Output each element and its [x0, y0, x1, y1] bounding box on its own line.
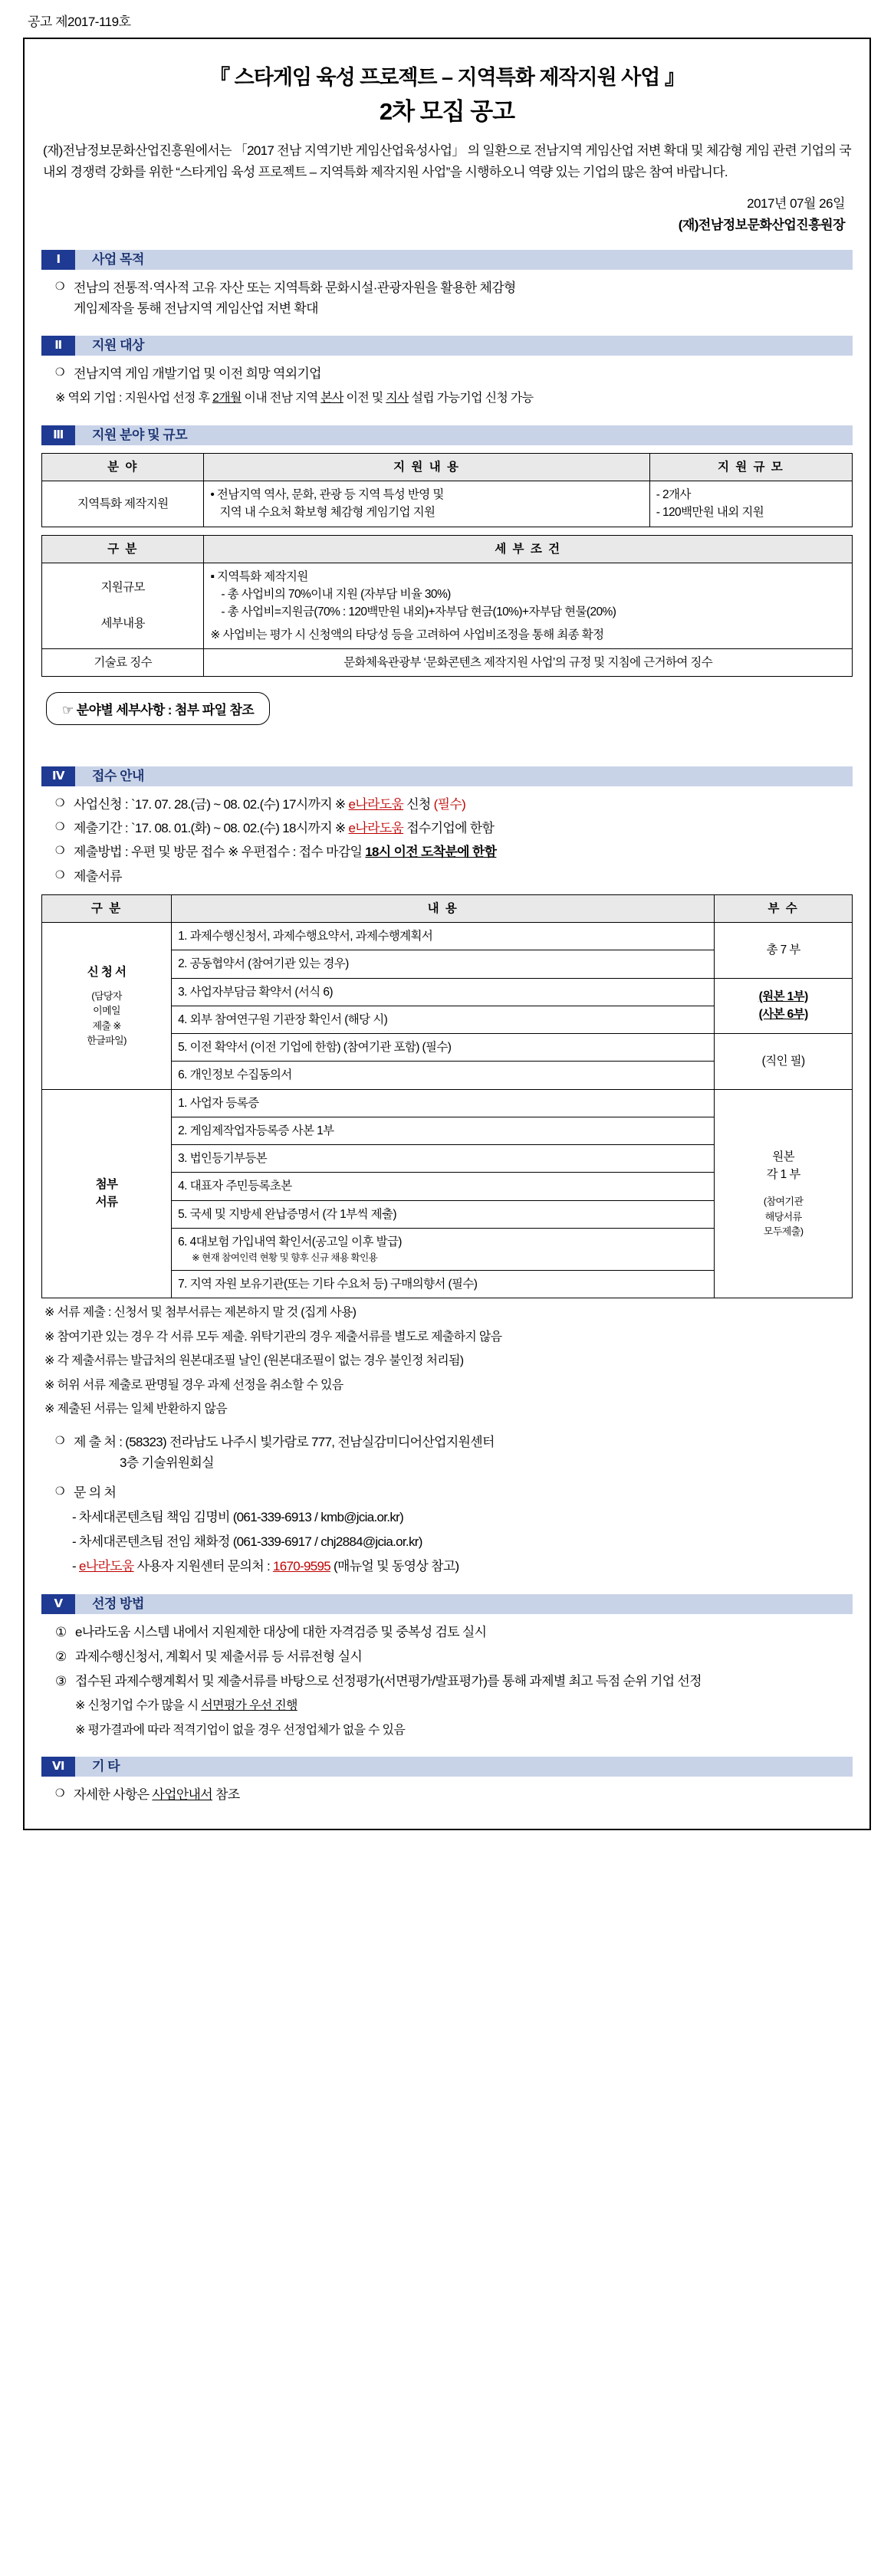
table-header-row [42, 535, 853, 563]
scale-line-2: - 120백만원 내외 지원 [656, 506, 764, 520]
selection-item-2 [55, 1646, 853, 1667]
section-title: 선정 방법 [75, 1594, 853, 1614]
attachment-docs-label [42, 1089, 172, 1298]
section-header-target [41, 336, 853, 356]
item-text: 과제수행신청서, 계획서 및 제출서류 등 서류전형 실시 [75, 1649, 363, 1664]
doc-no: 3. [178, 985, 187, 999]
content-value [204, 481, 649, 527]
doc-row-3 [172, 978, 715, 1006]
note-underline: 서면평가 우선 진행 [201, 1699, 297, 1713]
section-number: Ⅱ [41, 336, 75, 356]
section-header-application [41, 766, 853, 786]
content-line-2: 지역 내 수요처 확보형 체감형 게임기업 지원 [219, 506, 435, 520]
condition-line-3: - 총 사업비=지원금(70% : 120백만원 내외)+자부담 현금(10%)+자부담 현물(20%) [221, 605, 616, 619]
label-sub-2: 이메일 [93, 1005, 120, 1017]
doc-no: 5. [178, 1207, 187, 1221]
section-header-etc [41, 1757, 853, 1777]
table-row [42, 563, 853, 648]
announcement-body [23, 38, 871, 1830]
target-item: ❍ 전남지역 게임 개발기업 및 이전 희망 역외기업 [55, 363, 853, 384]
application-docs-label [42, 923, 172, 1090]
contact-prefix: - [72, 1558, 79, 1573]
condition-line-1: ▪ 지역특화 제작지원 [210, 569, 308, 583]
doc-no: 5. [178, 1041, 187, 1054]
doc-note-1: ※ 서류 제출 : 신청서 및 첨부서류는 제본하지 말 것 (집게 사용) [44, 1306, 357, 1319]
conditions-value: 문화체육관광부 ‘문화콘텐츠 제작지원 사업’의 규정 및 지침에 근거하여 징수 [204, 648, 853, 676]
doc-note-5: ※ 제출된 서류는 일체 반환하지 않음 [44, 1403, 228, 1416]
doc-no: 1. [178, 1096, 187, 1110]
label-main: 신 청 서 [87, 965, 127, 979]
doc-text: 게임제작업자등록증 사본 1부 [189, 1124, 334, 1137]
selection-note-2: ※ 평가결과에 따라 적격기업이 없을 경우 선정업체가 없을 수 있음 [75, 1723, 406, 1737]
doc-text: 대표자 주민등록초본 [189, 1180, 292, 1193]
section-title: 접수 안내 [75, 766, 853, 786]
application-item-period [55, 818, 853, 838]
contact-line-1: - 차세대콘텐츠팀 책임 김명비 (061-339-6913 / kmb@jcia.or.kr) [72, 1509, 404, 1524]
conditions-value [204, 563, 853, 648]
section-number: Ⅴ [41, 1594, 75, 1614]
attach-copies [715, 1089, 853, 1298]
application-item-apply [55, 794, 853, 815]
apply-required: (필수) [433, 797, 466, 812]
section-number: Ⅰ [41, 250, 75, 270]
section-header-scope [41, 425, 853, 445]
attach-row-5 [172, 1200, 715, 1228]
doc-text: 국세 및 지방세 완납증명서 (각 1부씩 제출) [189, 1207, 396, 1221]
section-title: 지원 대상 [75, 336, 853, 356]
doc-text: 사업자부담금 확약서 (서식 6) [189, 985, 333, 999]
division-value: 기술료 징수 [42, 648, 204, 676]
copies-originals [715, 978, 853, 1034]
doc-text: 법인등기부등본 [189, 1152, 268, 1165]
purpose-item [55, 277, 853, 319]
etc-item [55, 1784, 853, 1805]
doc-text: 과제수행신청서, 과제수행요약서, 과제수행계획서 [189, 930, 433, 943]
doc-text: 사업자 등록증 [189, 1096, 259, 1110]
note-prefix: ※ 신청기업 수가 많을 시 [75, 1699, 202, 1713]
condition-line-4: ※ 사업비는 평가 시 신청액의 타당성 등을 고려하여 사업비조정을 통해 최종 확정 [210, 628, 604, 642]
item-marker: ② [55, 1649, 67, 1664]
col-division: 구 분 [42, 535, 204, 563]
col-content: 지 원 내 용 [204, 453, 649, 481]
doc-note-4: ※ 허위 서류 제출로 판명될 경우 과제 선정을 취소할 수 있음 [44, 1378, 343, 1392]
selection-note-1 [75, 1696, 853, 1716]
division-line-2: 세부내용 [100, 616, 145, 630]
method-text-pre: 제출방법 : 우편 및 방문 접수 ※ 우편접수 : 접수 마감일 [74, 845, 366, 860]
table-row [42, 923, 853, 950]
enara-link[interactable]: e나라도움 [348, 821, 404, 836]
attach-row-7 [172, 1270, 715, 1298]
content-line-1: • 전남지역 역사, 문화, 관광 등 지역 특성 반영 및 [210, 488, 444, 501]
etc-post: 참조 [212, 1787, 240, 1803]
etc-list [41, 1784, 853, 1805]
doc-text: 지역 자원 보유기관(또는 기타 수요처 등) 구매의향서 (필수) [189, 1277, 478, 1291]
attach-row-6 [172, 1228, 715, 1270]
item-marker: ① [55, 1624, 67, 1639]
apply-text-mid: 신청 [403, 797, 434, 812]
table-row [42, 1089, 853, 1117]
division-value [42, 563, 204, 648]
selection-item-1 [55, 1622, 853, 1642]
contact-line-enara [72, 1556, 853, 1577]
doc-row-6 [172, 1062, 715, 1089]
contact-line-2: - 차세대콘텐츠팀 전임 채화정 (061-339-6917 / chj2884@jcia.or.kr) [72, 1534, 422, 1549]
target-note: ※ 역외 기업 : 지원사업 선정 후 2개월 이내 전남 지역 본사 이전 및 지사 설립 가능기업 신청 가능 [55, 392, 534, 405]
division-line-1: 지원규모 [100, 581, 145, 595]
attach-row-3 [172, 1145, 715, 1173]
attach-row-1 [172, 1089, 715, 1117]
application-item-method [55, 842, 853, 862]
doc-row-4 [172, 1006, 715, 1033]
col-copies: 부 수 [715, 894, 853, 922]
doc-no: 4. [178, 1012, 187, 1026]
copies-line-2: 각 1 부 [766, 1168, 800, 1181]
doc-row-2 [172, 950, 715, 978]
issue-date: 2017년 07월 26일 [747, 196, 845, 212]
section-header-selection [41, 1594, 853, 1614]
purpose-item-line2: 게임제작을 통해 전남지역 게임산업 저변 확대 [74, 300, 318, 316]
application-list [41, 794, 853, 887]
doc-no: 2. [178, 1124, 187, 1137]
support-detail-table [41, 535, 853, 678]
scale-value [649, 481, 852, 527]
doc-subnote: ※ 현재 참여인력 현황 및 향후 신규 채용 확인용 [192, 1252, 378, 1263]
col-division: 구 분 [42, 894, 172, 922]
contact-mid: 사용자 지원센터 문의처 : [133, 1558, 273, 1573]
col-scale: 지 원 규 모 [649, 453, 852, 481]
copies-seal: (직인 필) [715, 1034, 853, 1090]
doc-text: 개인정보 수집동의서 [189, 1068, 292, 1082]
item-text: e나라도움 시스템 내에서 지원제한 대상에 대한 자격검증 및 중복성 검토 실시 [75, 1624, 487, 1639]
target-note-underline-1: 2개월 [212, 392, 242, 405]
application-item-documents: ❍ 제출서류 [55, 866, 853, 887]
field-value: 지역특화 제작지원 [42, 481, 204, 527]
document-number: 공고 제2017-119호 [28, 15, 131, 29]
support-scope-table [41, 453, 853, 527]
section-title: 지원 분야 및 규모 [75, 425, 853, 445]
purpose-list [41, 277, 853, 319]
document-notes [41, 1303, 853, 1419]
copies-line-5: 모두제출) [763, 1226, 804, 1238]
selection-item-3 [55, 1671, 853, 1692]
enara-link[interactable]: e나라도움 [78, 1558, 134, 1573]
documents-table [41, 894, 853, 1298]
submit-place-line-1: 제 출 처 : (58323) 전라남도 나주시 빛가람로 777, 전남실감미디어산업지원센터 [74, 1434, 495, 1449]
doc-row-1 [172, 923, 715, 950]
contact-post: (매뉴얼 및 동영상 참고) [330, 1558, 459, 1573]
section-header-purpose [41, 250, 853, 270]
col-field: 분 야 [42, 453, 204, 481]
item-text: 접수된 과제수행계획서 및 제출서류를 바탕으로 선정평가(서면평가/발표평가)를 통해 과제별 최고 득점 순위 기업 선정 [75, 1674, 702, 1689]
col-conditions: 세 부 조 건 [204, 535, 853, 563]
period-text-pre: 제출기간 : `17. 08. 01.(화) ~ 08. 02.(수) 18시까지 ※ [74, 821, 349, 836]
doc-note-2: ※ 참여기관 있는 경우 각 서류 모두 제출. 위탁기관의 경우 제출서류를 별도로 제출하지 않음 [44, 1330, 502, 1344]
attachment-note: ☞ 분야별 세부사항 : 첨부 파일 참조 [46, 692, 270, 725]
copies-total: 총 7 부 [715, 923, 853, 979]
doc-no: 2. [178, 957, 187, 971]
doc-no: 3. [178, 1152, 187, 1165]
etc-prefix: 자세한 사항은 [74, 1787, 153, 1803]
table-row [42, 648, 853, 676]
selection-list [41, 1622, 853, 1692]
target-note-underline-3: 지사 [386, 392, 409, 405]
label-sub-1: (담당자 [91, 989, 122, 1002]
doc-text: 이전 확약서 (이전 기업에 한함) (참여기관 포함) (필수) [189, 1041, 452, 1054]
target-note-underline-2: 본사 [320, 392, 343, 405]
etc-underline: 사업안내서 [152, 1787, 213, 1803]
title-line-1: 『 스타게임 육성 프로젝트 – 지역특화 제작지원 사업 』 [209, 66, 685, 89]
item-marker: ③ [55, 1674, 67, 1689]
copies-copy: (사본 6부) [758, 1008, 808, 1022]
table-header-row [42, 453, 853, 481]
intro-paragraph: (재)전남정보문화산업진흥원에서는 「2017 전남 지역기반 게임산업육성사업」 의 일환으로 전남지역 게임산업 저변 확대 및 체감형 게임 관련 기업의 국내외 경쟁력 강화를 위한 “스타게임 육성 프로젝트 – 지역특화 제작지원 사업”을 시행하오니 역량 있는 기업의 많은 참여 바랍니다. [43, 143, 851, 180]
enara-link[interactable]: e나라도움 [348, 797, 404, 812]
purpose-item-line1: 전남의 전통적·역사적 고유 자산 또는 지역특화 문화시설·관광자원을 활용한 체감형 [74, 280, 516, 295]
issuing-organization: (재)전남정보문화산업진흥원장 [678, 217, 845, 232]
copies-line-4: 해당서류 [764, 1210, 802, 1222]
submit-place-item [55, 1432, 853, 1473]
scale-line-1: - 2개사 [656, 488, 691, 501]
label-sub-3: 제출 ※ [92, 1019, 121, 1032]
label-line-1: 첨부 [95, 1178, 118, 1191]
doc-no: 6. [178, 1235, 187, 1249]
doc-no: 1. [178, 930, 187, 943]
copies-line-1: 원본 [772, 1150, 795, 1163]
condition-line-2: - 총 사업비의 70%이내 지원 (자부담 비율 30%) [221, 588, 451, 601]
contact-list [41, 1482, 853, 1503]
doc-text: 외부 참여연구원 기관장 확인서 (해당 시) [189, 1012, 388, 1026]
attach-row-4 [172, 1173, 715, 1200]
submit-place-line-2: 3층 기술위원회실 [120, 1455, 214, 1471]
attach-row-2 [172, 1117, 715, 1144]
doc-row-5 [172, 1034, 715, 1062]
table-row [42, 481, 853, 527]
target-list [41, 363, 853, 384]
section-title: 기 타 [75, 1757, 853, 1777]
submit-place-list [41, 1432, 853, 1473]
section-title: 사업 목적 [75, 250, 853, 270]
section-number: Ⅵ [41, 1757, 75, 1777]
section-number: Ⅳ [41, 766, 75, 786]
table-header-row [42, 894, 853, 922]
doc-no: 7. [178, 1277, 187, 1291]
doc-no: 6. [178, 1068, 187, 1082]
title-line-2: 2차 모집 공고 [379, 98, 515, 125]
apply-text-pre: 사업신청 : `17. 07. 28.(금) ~ 08. 02.(수) 17시까지 ※ [74, 797, 349, 812]
doc-no: 4. [178, 1180, 187, 1193]
section-number: Ⅲ [41, 425, 75, 445]
doc-note-3: ※ 각 제출서류는 발급처의 원본대조필 날인 (원본대조필이 없는 경우 불인정 처리됨) [44, 1354, 464, 1368]
period-text-mid: 접수기업에 한함 [403, 821, 495, 836]
method-text-bold: 18시 이전 도착분에 한함 [365, 845, 497, 860]
copies-original: (원본 1부) [758, 990, 808, 1003]
label-sub-4: 한글파일) [87, 1035, 127, 1047]
support-phone-link[interactable]: 1670-9595 [273, 1558, 330, 1573]
col-content: 내 용 [172, 894, 715, 922]
doc-text: 4대보험 가입내역 확인서(공고일 이후 발급) [189, 1235, 402, 1249]
copies-line-3: (참여기관 [763, 1196, 804, 1208]
label-line-2: 서류 [95, 1196, 118, 1209]
doc-text: 공동협약서 (참여기관 있는 경우) [189, 957, 349, 971]
contact-heading: ❍ 문 의 처 [55, 1482, 853, 1503]
